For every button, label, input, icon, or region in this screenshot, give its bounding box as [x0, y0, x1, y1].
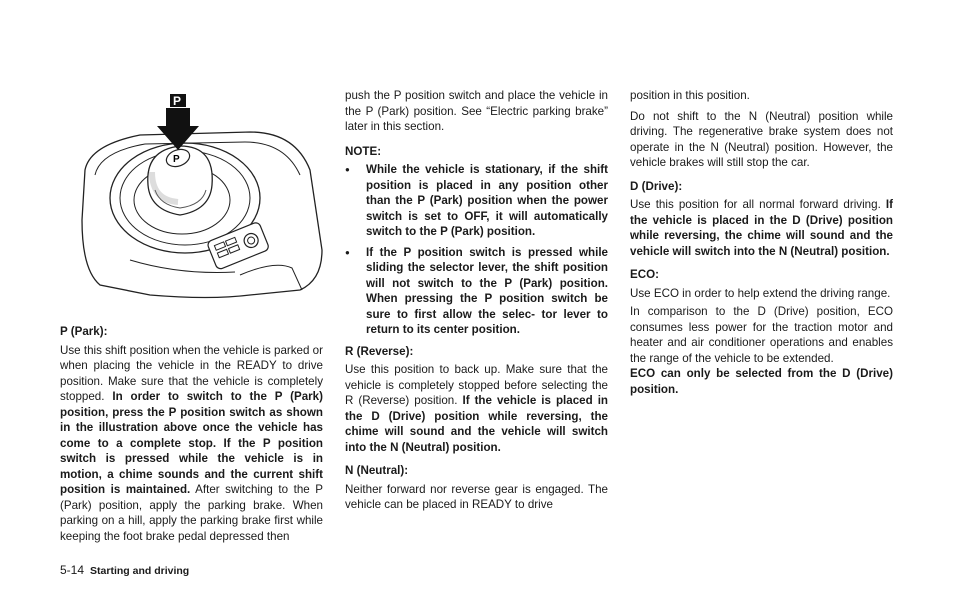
park-marker-label: P — [173, 94, 182, 108]
column-middle — [345, 88, 608, 513]
neutral-paragraph-2: Do not shift to the N (Neutral) position while driving. The regenerative brake system does not operate in the N (Neutral) position. However, the vehicle brakes will still stop the car. — [630, 109, 893, 169]
column-left — [60, 318, 323, 544]
column-right — [630, 88, 893, 397]
neutral-paragraph: Neither forward nor reverse gear is engaged. The vehicle can be placed in READY to drive — [345, 482, 608, 511]
park-heading: P (Park): — [60, 325, 108, 338]
eco-paragraph-2: In comparison to the D (Drive) position, ECO consumes less power for the traction motor and heater and air conditioner operations and enables the range of the vehicle to be extended. — [630, 305, 893, 365]
note-item: ● While the vehicle is stationary, if the shift position is placed in any position other than the P (Park) position when the power switch is set to OFF, it will automatically switch to the P (Park) position. — [345, 162, 608, 240]
note-heading: NOTE: — [345, 144, 382, 158]
neutral-heading: N (Neutral): — [345, 464, 409, 477]
neutral-continued: position in this position. — [630, 89, 750, 102]
drive-heading: D (Drive): — [630, 179, 683, 193]
note-item: ● If the P position switch is pressed while sliding the selector lever, the shift position will not switch to the P (Park) position. When pressing the P position switch be sure to first allow the selec- tor lever to return to its center position. — [345, 245, 608, 338]
drive-paragraph: Use this position for all normal forward driving. If the vehicle is placed in the D (Drive) position while reversing, the chime will sound and the vehicle will switch into the N (Neutral) position. — [630, 198, 893, 258]
eco-paragraph-1: Use ECO in order to help extend the driving range. — [630, 286, 891, 300]
eco-heading: ECO: — [630, 268, 659, 281]
reverse-heading: R (Reverse): — [345, 344, 414, 358]
shift-selector-drawing — [60, 90, 325, 305]
park-paragraph: Use this shift position when the vehicle is parked or when placing the vehicle in the READY to drive position. Make sure that the vehicle is completely stopped. In order to switch to the P (Park) position, press the P position switch as shown in the illustration above once the vehicle has come to a complete stop. If the P position switch is pressed while the vehicle is in motion, a chime sounds and the current shift position is maintained. After switching to the P (Park) position, apply the parking brake. When parking on a hill, apply the parking brake first while keeping the foot brake pedal depressed then — [60, 343, 323, 543]
shift-selector-illustration — [60, 90, 325, 305]
page-number: 5-14 — [60, 563, 85, 577]
eco-paragraph-3: ECO can only be selected from the D (Drive) position. — [630, 367, 893, 396]
page-footer — [60, 563, 189, 577]
note-list — [345, 162, 608, 338]
section-title: Starting and driving — [90, 565, 190, 577]
knob-p-label: P — [173, 154, 180, 165]
reverse-paragraph: Use this position to back up. Make sure that the vehicle is completely stopped before selecting the R (Reverse) position. If the vehicle is placed in the D (Drive) position while reversing, the chime will sound and the vehicle will switch into the N (Neutral) position. — [345, 363, 608, 454]
park-continued: push the P position switch and place the vehicle in the P (Park) position. See “Electric parking brake” later in this section. — [345, 89, 608, 133]
